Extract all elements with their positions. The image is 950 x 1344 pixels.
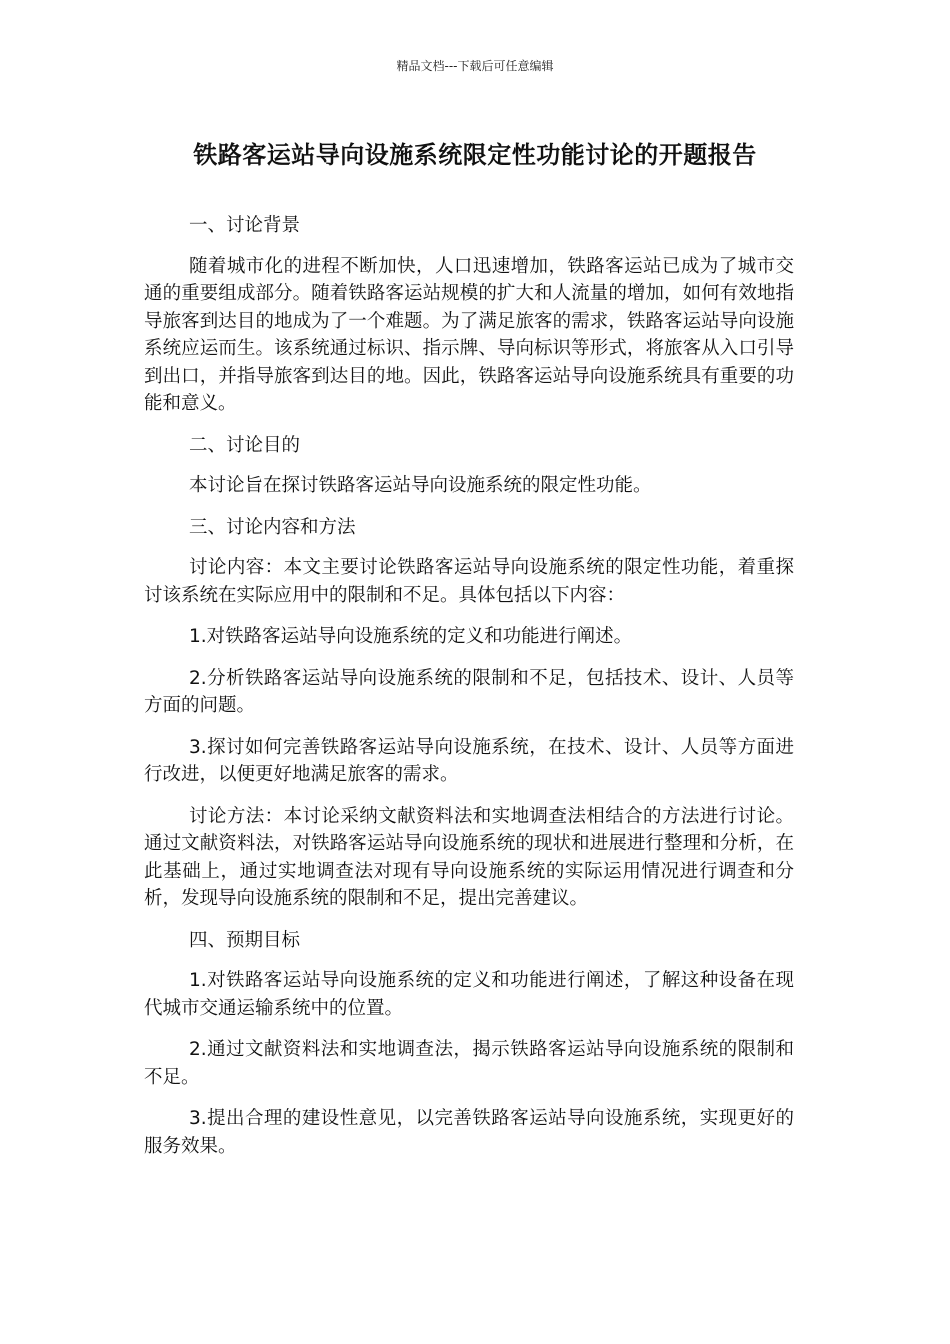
paragraph-purpose: 本讨论旨在探讨铁路客运站导向设施系统的限定性功能。 bbox=[189, 475, 652, 496]
section-heading-goals: 四、预期目标 bbox=[189, 929, 301, 951]
header-note: 精品文档---下载后可任意编辑 bbox=[396, 59, 554, 73]
list-item-goal-1: 1.对铁路客运站导向设施系统的定义和功能进行阐述，了解这种设备在现代城市交通运输系统中的位置。 bbox=[144, 970, 794, 1019]
list-item-content-1: 1.对铁路客运站导向设施系统的定义和功能进行阐述。 bbox=[189, 626, 633, 647]
list-item-goal-2: 2.通过文献资料法和实地调查法，揭示铁路客运站导向设施系统的限制和不足。 bbox=[144, 1039, 794, 1088]
list-item-goal-3: 3.提出合理的建设性意见，以完善铁路客运站导向设施系统，实现更好的服务效果。 bbox=[144, 1108, 794, 1157]
list-item-content-3: 3.探讨如何完善铁路客运站导向设施系统，在技术、设计、人员等方面进行改进，以便更好地满足旅客的需求。 bbox=[144, 736, 794, 785]
document-title: 铁路客运站导向设施系统限定性功能讨论的开题报告 bbox=[193, 141, 757, 169]
section-heading-background: 一、讨论背景 bbox=[189, 215, 301, 236]
section-heading-purpose: 二、讨论目的 bbox=[189, 434, 301, 456]
paragraph-background: 随着城市化的进程不断加快，人口迅速增加，铁路客运站已成为了城市交通的重要组成部分。随着铁路客运站规模的扩大和人流量的增加，如何有效地指导旅客到达目的地成为了一个难题。为了满足旅客的需求，铁路客运站导向设施系统应运而生。该系统通过标识、指示牌、导向标识等形式，将旅客从入口引导到出口，并指导旅客到达目的地。因此，铁路客运站导向设施系统具有重要的功能和意义。 bbox=[144, 255, 794, 414]
section-heading-content-method: 三、讨论内容和方法 bbox=[189, 516, 356, 538]
document-body bbox=[144, 212, 794, 1174]
paragraph-content: 讨论内容：本文主要讨论铁路客运站导向设施系统的限定性功能，着重探讨该系统在实际应用中的限制和不足。具体包括以下内容： bbox=[144, 557, 794, 606]
list-item-content-2: 2.分析铁路客运站导向设施系统的限制和不足，包括技术、设计、人员等方面的问题。 bbox=[144, 667, 794, 716]
paragraph-method: 讨论方法：本讨论采纳文献资料法和实地调查法相结合的方法进行讨论。通过文献资料法，对铁路客运站导向设施系统的现状和进展进行整理和分析，在此基础上，通过实地调查法对现有导向设施系统的实际运用情况进行调查和分析，发现导向设施系统的限制和不足，提出完善建议。 bbox=[144, 805, 794, 909]
